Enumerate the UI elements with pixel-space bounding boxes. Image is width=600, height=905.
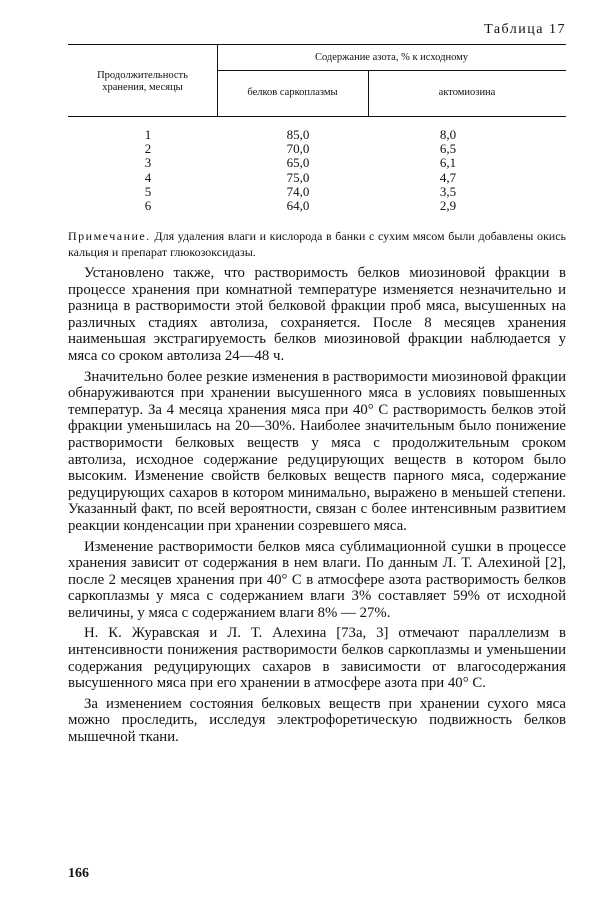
table-cell: 75,0 <box>286 169 310 185</box>
table-cell: 64,0 <box>286 198 310 214</box>
table-top-rule <box>68 44 566 45</box>
paragraph: Значительно более резкие изменения в растворимости миозиновой фракции обнаруживаются при хранении высушенного мяса в условиях повышенных температур. За 4 месяца хранения мяса при 40° С растворимость белков этой фракции уменьшилась на 20—30%. Наиболее значительным было понижение растворимости белковых веществ у мяса с продолжительным сроком автолиза, исходное содержание редуцирующих веществ в котором было высоким. Изменение свойств белковых веществ парного мяса, содержание редуцирующих сахаров в котором минимально, выражено в меньшей степени. Указанный факт, по всей вероятности, связан с более интенсивным развитием реакции конденсации при хранении созревшего мяса. <box>68 368 566 534</box>
paragraph: За изменением состояния белковых веществ при хранении сухого мяса можно проследить, исследуя электрофоретическую подвижность белков мышечной ткани. <box>68 695 566 746</box>
header-sarcoplasm: белков саркоплазмы <box>247 87 338 98</box>
book-page <box>68 0 566 905</box>
header-duration: Продолжительность хранения, месяцы <box>97 70 188 93</box>
table-cell: 3,5 <box>439 183 457 199</box>
sarcoplasm-column <box>268 128 328 213</box>
table-cell: 2 <box>144 141 152 157</box>
actomyosin-column <box>423 128 473 213</box>
table-cell: 6,5 <box>439 141 457 157</box>
table-cell: 85,0 <box>286 127 310 142</box>
table-subheader-rule <box>217 70 566 71</box>
header-nitrogen-content: Содержание азота, % к исходному <box>314 52 469 63</box>
table-cell: 6 <box>144 198 152 214</box>
table-cell: 5 <box>144 183 152 199</box>
table-cell: 4 <box>144 169 152 185</box>
table-cell: 6,1 <box>439 155 457 171</box>
note-label: Примечание. <box>68 229 151 243</box>
table-note <box>68 228 566 260</box>
table-caption: Таблица 17 <box>484 22 566 37</box>
table-cell: 74,0 <box>286 183 310 199</box>
body-text <box>68 265 566 750</box>
table-cell: 1 <box>144 127 152 142</box>
note-text: Для удаления влаги и кислорода в банки с сухим мясом были добавлены окись кальция и препарат глюкозоксидазы. <box>68 229 567 259</box>
table-header-rule <box>68 116 566 117</box>
page-number: 166 <box>68 866 89 881</box>
paragraph: Н. К. Журавская и Л. Т. Алехина [73а, 3] отмечают параллелизм в интенсивности понижения растворимости белков саркоплазмы и уменьшении содержания редуцирующих сахаров в зависимости от влагосодержания высушенного мяса при его хранении в атмосфере азота при 40° С. <box>68 625 566 692</box>
table-cell: 4,7 <box>439 169 457 185</box>
table-cell: 70,0 <box>286 141 310 157</box>
header-actomyosin: актомиозина <box>438 87 496 98</box>
months-column <box>133 128 163 213</box>
paragraph: Изменение растворимости белков мяса сублимационной сушки в процессе хранения зависит от содержания в нем влаги. По данным Л. Т. Алехиной [2], после 2 месяцев хранения при 40° С в атмосфере азота растворимость белков саркоплазмы у мяса с содержанием влаги 3% составляет 59% от исходной величины, у мяса с содержанием влаги 8% — 27%. <box>68 538 566 621</box>
paragraph: Установлено также, что растворимость белков миозиновой фракции в процессе хранения при комнатной температуре изменяется незначительно и разница в растворимости этой белковой фракции проб мяса, высушенных на различных стадиях автолиза, сохраняется. После 8 месяцев хранения наименьшая экстрагируемость белков миозиновой фракции наблюдается у мяса со сроком автолиза 24—48 ч. <box>68 265 566 364</box>
table-cell: 2,9 <box>439 198 457 214</box>
table-cell: 8,0 <box>439 127 457 142</box>
table-cell: 65,0 <box>286 155 310 171</box>
table-cell: 3 <box>144 155 152 171</box>
